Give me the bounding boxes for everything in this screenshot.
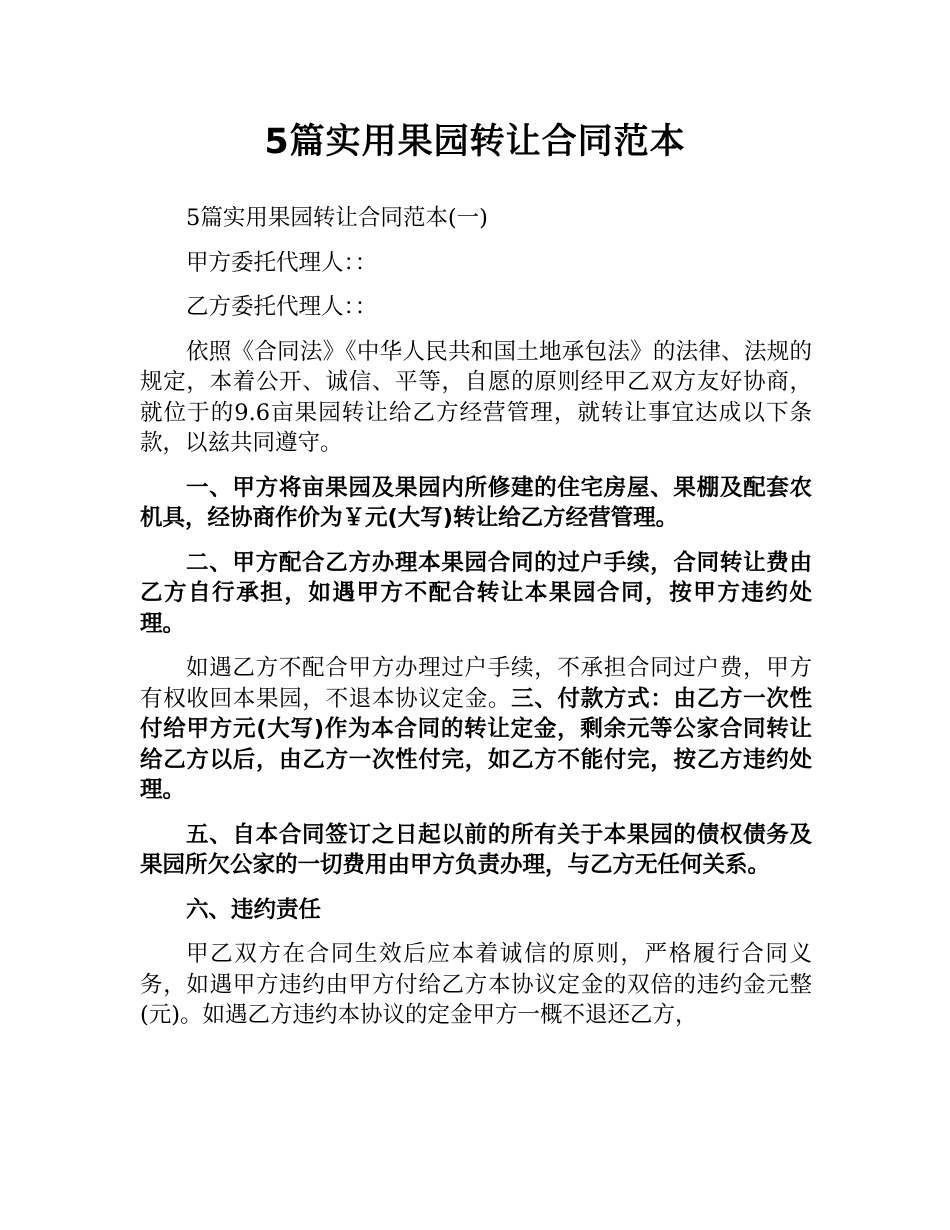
paragraph-contract-heading: 5篇实用果园转让合同范本(一) [186, 205, 488, 231]
paragraph-clause-3-regular-text: 如遇乙方不配合甲方办理过户手续，不承担合同过户费，甲方有权收回本果园，不退本协议定金。 [140, 655, 812, 712]
paragraph-clause-2: 二、甲方配合乙方办理本果园合同的过户手续，合同转让费由乙方自行承担，如遇甲方不配合转让本果园合同，按甲方违约处理。 [140, 549, 812, 637]
paragraph-legal-basis: 依照《合同法》《中华人民共和国土地承包法》的法律、法规的规定，本着公开、诚信、平等，自愿的原则经甲乙双方友好协商，就位于的9.6亩果园转让给乙方经营管理，就转让事宜达成以下条款，以兹共同遵守。 [140, 338, 812, 456]
paragraph-clause-3-mixed [140, 653, 812, 806]
document-body [140, 203, 812, 1045]
paragraph-clause-5: 五、自本合同签订之日起以前的所有关于本果园的债权债务及果园所欠公家的一切费用由甲方负责办理，与乙方无任何关系。 [140, 821, 812, 878]
paragraph-clause-1: 一、甲方将亩果园及果园内所修建的住宅房屋、果棚及配套农机具，经协商作价为￥元(大写)转让给乙方经营管理。 [140, 474, 812, 531]
paragraph-clause-6-heading: 六、违约责任 [186, 896, 322, 923]
document-title: 5篇实用果园转让合同范本 [264, 122, 686, 162]
paragraph-party-b-agent: 乙方委托代理人：： [186, 294, 378, 320]
paragraph-clause-3-bold-text: 三、付款方式：由乙方一次性付给甲方元(大写)作为本合同的转让定金，剩余元等公家合同转让给乙方以后，由乙方一次性付完，如乙方不能付完，按乙方违约处理。 [140, 685, 812, 803]
paragraph-breach-liability: 甲乙双方在合同生效后应本着诚信的原则，严格履行合同义务，如遇甲方违约由甲方付给乙方本协议定金的双倍的违约金元整(元)。如遇乙方违约本协议的定金甲方一概不退还乙方， [140, 941, 812, 1028]
paragraph-party-a-agent: 甲方委托代理人：： [186, 249, 378, 276]
